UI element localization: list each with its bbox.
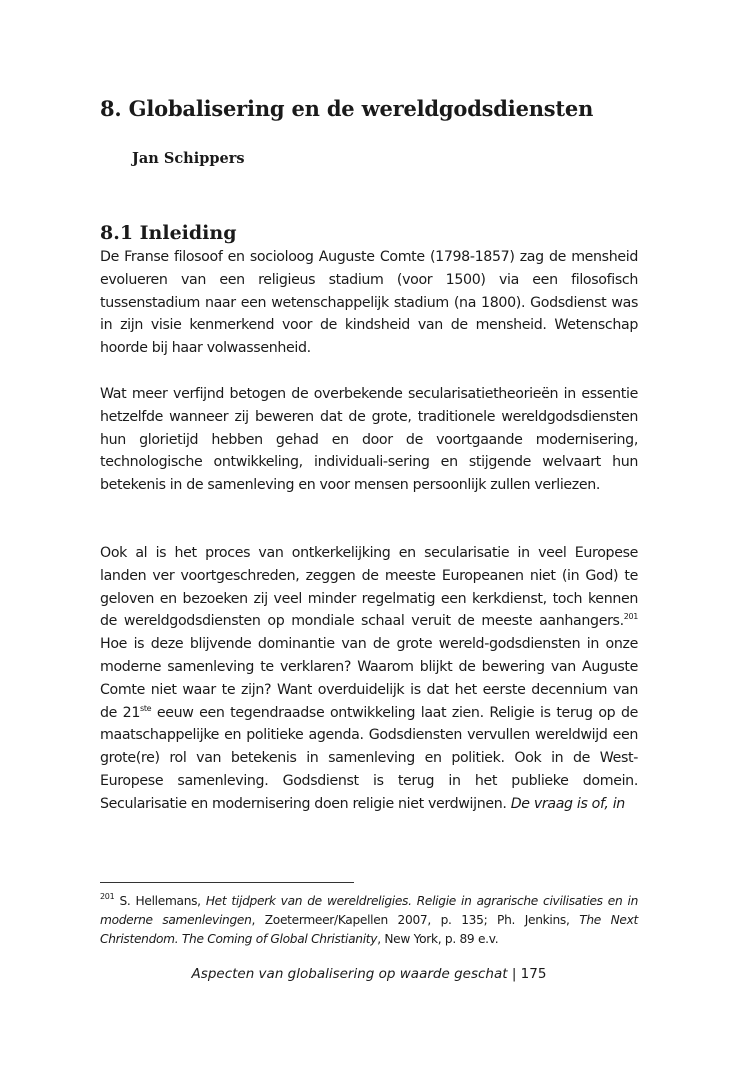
- chapter-author: Jan Schippers: [132, 150, 245, 167]
- footnote-reference[interactable]: 201: [623, 612, 638, 622]
- footnote-text-3: , New York, p. 89 e.v.: [377, 932, 499, 946]
- paragraph-3: [100, 542, 638, 816]
- footnote-separator: [100, 882, 354, 883]
- page-footer: [100, 966, 638, 982]
- footnote-number: 201: [100, 892, 115, 901]
- ordinal-superscript: ste: [140, 703, 152, 713]
- paragraph-3-text-a: Ook al is het proces van ontkerkelijking en secularisatie in veel Europese landen ver voortgeschreden, zeggen de meeste Europeanen niet (in God) te geloven en bezoeken zij veel minder regelmatig een kerkdienst, toch kennen de wereldgodsdiensten op mondiale schaal veruit de meeste aanhangers.: [100, 545, 638, 630]
- paragraph-3-italic: De vraag is of, in: [510, 795, 625, 812]
- paragraph-1: De Franse filosoof en socioloog Auguste Comte (1798-1857) zag de mensheid evolueren van een religieus stadium (voor 1500) via een filosofisch tussenstadium naar een wetenschappelijk stadium (na 1800). Godsdienst was in zijn visie kenmerkend voor de kindsheid van de mensheid. Wetenschap hoorde bij haar volwassenheid.: [100, 249, 638, 357]
- paragraph-3-text-b: Hoe is deze blijvende dominantie van de grote wereld-godsdiensten in onze moderne samenleving te verklaren? Waarom blijkt de bewering van Auguste Comte niet waar te zijn? Want overduidelijk is dat het eerste decennium van de 21: [100, 636, 638, 721]
- footnote-italic-2: The Next Christendom. The Coming of Global Christianity: [100, 913, 639, 946]
- footnote-text-2: , Zoetermeer/Kapellen 2007, p. 135; Ph. Jenkins,: [251, 913, 580, 927]
- page-number: 175: [520, 966, 547, 982]
- chapter-title: 8. Globalisering en de wereldgodsdiensten: [100, 96, 594, 121]
- paragraph-3-text-c: eeuw een tegendraadse ontwikkeling laat zien. Religie is terug op de maatschappelijke en politieke agenda. Godsdiensten vervullen wereldwijd een grote(re) rol van betekenis in samenleving en politiek. Ook in de West-Europese samenleving. Godsdienst is terug in het publieke domein. Secularisatie en modernisering doen religie niet verdwijnen.: [100, 704, 638, 812]
- footer-separator: |: [507, 966, 521, 982]
- paragraph-2: Wat meer verfijnd betogen de overbekende secularisatietheorieën in essentie hetzelfde wanneer zij beweren dat de grote, traditionele wereldgodsdiensten hun glorietijd hebben gehad en door de voortgaande modernisering, technologische ontwikkeling, individuali-sering en stijgende welvaart hun betekenis in de samenleving en voor mensen persoonlijk zullen verliezen.: [100, 386, 638, 494]
- running-title: Aspecten van globalisering op waarde geschat: [191, 966, 508, 982]
- footnote-text-1: S. Hellemans,: [114, 894, 206, 908]
- footnote-italic-1: Het tijdperk van de wereldreligies. Religie in agrarische civilisaties en in moderne samenlevingen: [100, 894, 638, 927]
- footnote: [100, 892, 638, 949]
- section-title: 8.1 Inleiding: [100, 222, 237, 244]
